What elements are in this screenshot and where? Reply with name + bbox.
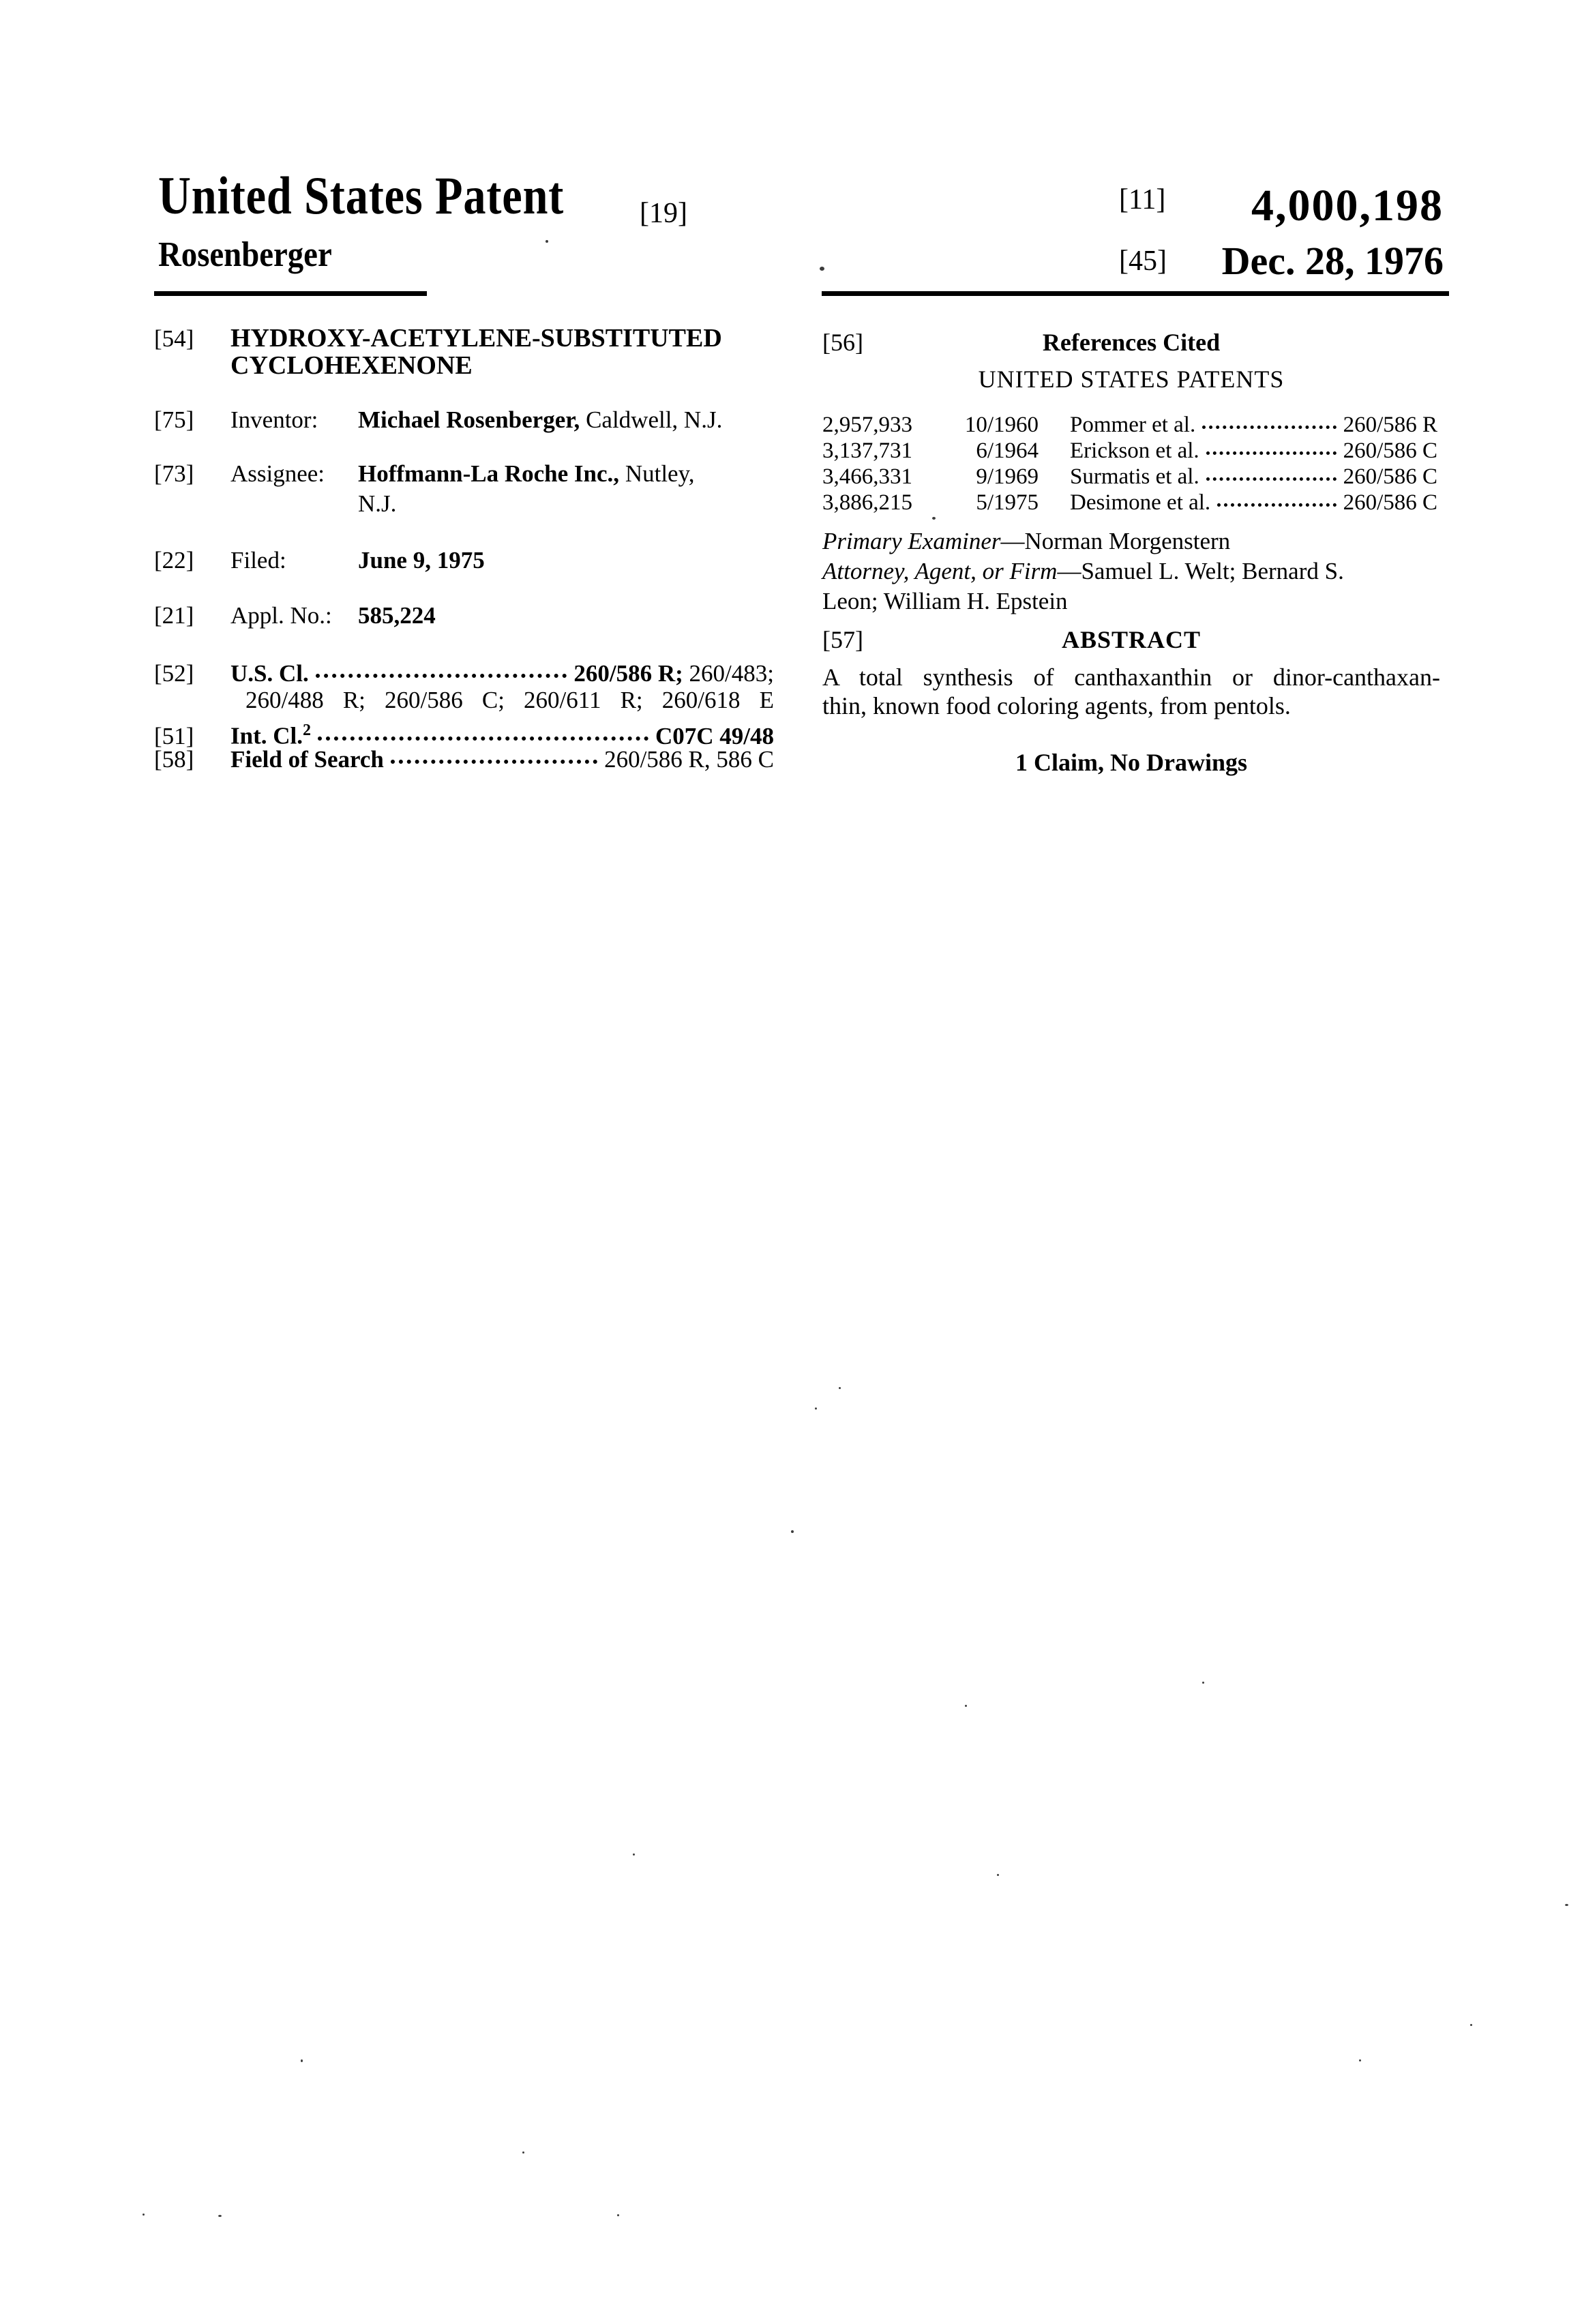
scan-speck <box>301 2059 303 2062</box>
appl-no-value: 585,224 <box>358 602 436 629</box>
int-cl-label-sup: 2 <box>303 721 311 739</box>
inventor-location: Caldwell, N.J. <box>586 406 723 433</box>
scan-speck <box>932 517 936 520</box>
cited-patent-name: Pommer et al. <box>1070 413 1196 437</box>
int-cl-label-text: Int. Cl. <box>230 722 303 749</box>
scan-speck <box>143 2214 145 2216</box>
field-of-search-label: Field of Search <box>230 746 384 773</box>
cited-patent-number: 2,957,933 <box>822 413 912 437</box>
scan-speck <box>820 267 824 271</box>
kind-code-tag: [19] <box>640 198 687 229</box>
field-us-cl <box>154 657 774 688</box>
dot-leader <box>1195 409 1343 432</box>
scan-speck <box>839 1387 841 1389</box>
table-row <box>822 409 1440 435</box>
us-cl-label: U.S. Cl. <box>230 660 309 687</box>
assignee-location: Nutley, <box>625 460 695 487</box>
table-row <box>822 435 1440 461</box>
field-tag: [58] <box>154 746 194 773</box>
invention-title <box>230 325 722 379</box>
field-tag: [56] <box>822 329 863 356</box>
assignee-label: Assignee: <box>230 460 325 487</box>
field-tag: [75] <box>154 406 194 433</box>
assignee-location-line2: N.J. <box>358 490 397 517</box>
cited-patent-name: Surmatis et al. <box>1070 464 1199 489</box>
us-cl-value <box>573 659 774 688</box>
scan-speck <box>997 1874 999 1876</box>
scan-speck <box>522 2151 524 2154</box>
field-tag: [21] <box>154 602 194 629</box>
cited-patent-number: 3,886,215 <box>822 490 912 515</box>
claims-drawings-note: 1 Claim, No Drawings <box>1015 749 1247 776</box>
cited-patent-class: 260/586 R <box>1343 413 1437 437</box>
table-row <box>822 461 1440 487</box>
field-invention-title <box>154 325 774 379</box>
cited-patent-number: 3,466,331 <box>822 464 912 489</box>
int-cl-value: C07C 49/48 <box>655 722 774 749</box>
attorney-names-line1: —Samuel L. Welt; Bernard S. <box>1057 558 1344 584</box>
dot-leader <box>311 720 655 744</box>
attorney-line-1 <box>822 556 1344 586</box>
us-patents-subheading: UNITED STATES PATENTS <box>978 366 1285 393</box>
header-rule-right <box>822 291 1449 296</box>
cited-patent-class: 260/586 C <box>1343 438 1437 463</box>
invention-title-line1: HYDROXY-ACETYLENE-SUBSTITUTED <box>230 324 722 353</box>
field-tag: [57] <box>822 626 863 653</box>
us-patents-table <box>822 409 1440 513</box>
filed-label: Filed: <box>230 547 286 573</box>
filed-date: June 9, 1975 <box>358 547 485 573</box>
scan-speck <box>1359 2059 1361 2061</box>
us-cl-value-primary: 260/586 R; <box>573 660 683 687</box>
dot-leader <box>1210 487 1343 509</box>
references-cited-section <box>822 328 1440 357</box>
cited-patent-name: Desimone et al. <box>1070 490 1211 515</box>
header-rule-left <box>154 291 427 296</box>
dot-leader <box>1199 435 1343 458</box>
scan-speck <box>546 240 548 243</box>
abstract-text-line2: thin, known food coloring agents, from pentols. <box>822 692 1291 719</box>
dot-leader <box>1199 461 1343 483</box>
document-title <box>158 166 636 225</box>
field-filed <box>154 546 774 575</box>
assignee-value <box>358 459 774 519</box>
field-tag: [51] <box>154 722 194 749</box>
scan-speck <box>815 1407 817 1410</box>
table-row <box>822 487 1440 513</box>
attorney-line-2: Leon; William H. Epstein <box>822 588 1068 614</box>
scan-speck <box>617 2214 619 2216</box>
field-tag: [22] <box>154 547 194 573</box>
abstract-heading: ABSTRACT <box>1061 626 1202 653</box>
field-tag: [73] <box>154 460 194 487</box>
field-inventor <box>154 406 774 434</box>
scan-speck <box>633 1853 635 1856</box>
patent-number-tag: [11] <box>1119 184 1166 215</box>
cited-patent-date: 9/1969 <box>976 464 1039 489</box>
cited-patent-date: 6/1964 <box>976 438 1039 463</box>
primary-examiner-line <box>822 526 1230 556</box>
scan-speck <box>1470 2024 1472 2026</box>
scan-speck <box>1565 1904 1568 1906</box>
inventor-label: Inventor: <box>230 406 318 433</box>
primary-examiner-name: —Norman Morgenstern <box>1000 528 1231 554</box>
appl-no-label: Appl. No.: <box>230 602 332 629</box>
invention-title-line2: CYCLOHEXENONE <box>230 351 473 380</box>
issue-date: Dec. 28, 1976 <box>1221 239 1444 283</box>
field-appl-no <box>154 601 774 630</box>
scan-speck <box>791 1530 794 1533</box>
cited-patent-number: 3,137,731 <box>822 438 912 463</box>
scan-speck <box>965 1705 967 1707</box>
cited-patent-name: Erickson et al. <box>1070 438 1199 463</box>
abstract-text-line1: A total synthesis of canthaxanthin or dinor-canthaxan- <box>822 664 1440 691</box>
field-of-search-value: 260/586 R, 586 C <box>604 746 774 773</box>
scan-speck <box>218 2215 222 2217</box>
document-title-text: United States Patent <box>158 166 565 225</box>
scan-speck <box>1202 1682 1204 1684</box>
inventor-value <box>358 406 774 434</box>
references-cited-heading: References Cited <box>1042 329 1221 356</box>
inventor-name: Michael Rosenberger, <box>358 406 580 433</box>
field-tag: [54] <box>154 325 194 352</box>
cited-patent-class: 260/586 C <box>1343 490 1437 515</box>
cited-patent-class: 260/586 C <box>1343 464 1437 489</box>
applicant-surname-text: Rosenberger <box>158 235 332 274</box>
dot-leader <box>384 743 604 767</box>
field-assignee <box>154 459 774 519</box>
issue-date-tag: [45] <box>1119 245 1167 277</box>
assignee-name: Hoffmann-La Roche Inc., <box>358 460 620 487</box>
us-cl-value-secondary: 260/483; <box>689 660 774 687</box>
applicant-surname <box>158 237 351 273</box>
cited-patent-date: 5/1975 <box>976 490 1039 515</box>
primary-examiner-label: Primary Examiner <box>822 528 1001 554</box>
patent-number: 4,000,198 <box>1251 181 1444 230</box>
field-of-search <box>154 743 774 774</box>
cited-patent-date: 10/1960 <box>964 413 1039 437</box>
attorney-label: Attorney, Agent, or Firm <box>822 558 1058 584</box>
dot-leader <box>309 657 574 681</box>
us-cl-continuation: 260/488 R; 260/586 C; 260/611 R; 260/618 E <box>245 687 774 713</box>
abstract-section-heading <box>822 625 1440 654</box>
field-tag: [52] <box>154 660 194 687</box>
